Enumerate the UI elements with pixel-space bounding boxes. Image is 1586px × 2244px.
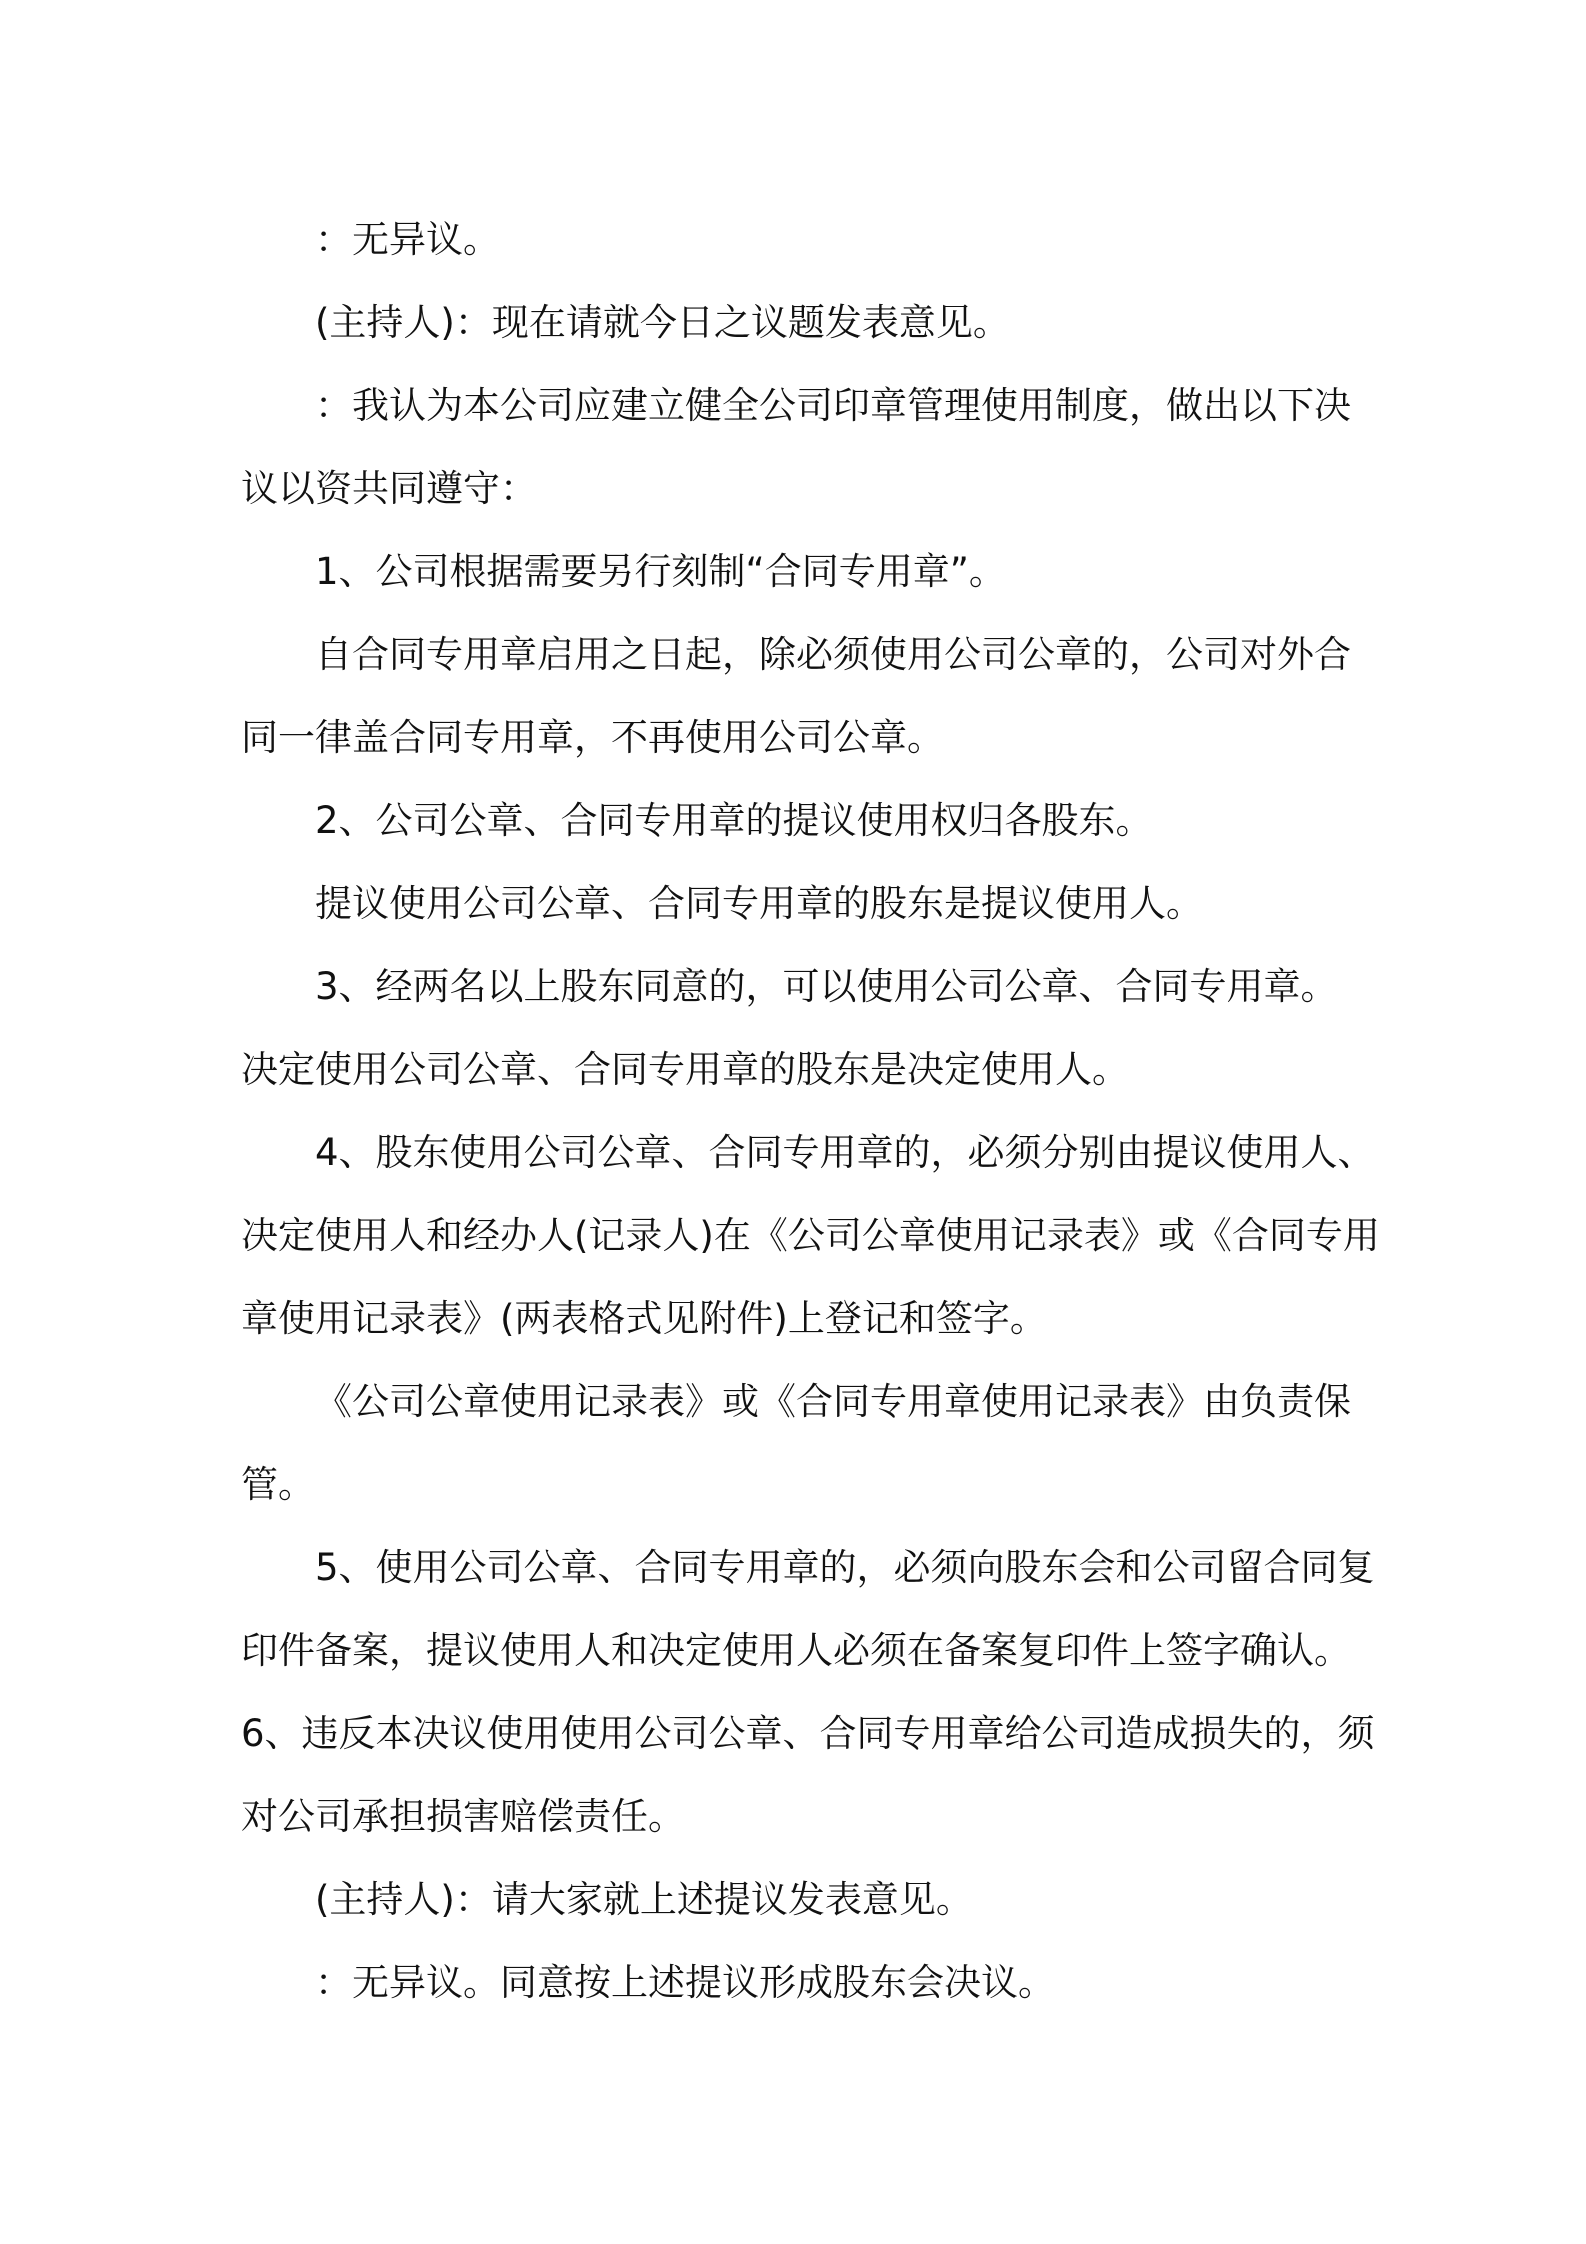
paragraph-1: ：无异议。 bbox=[315, 218, 500, 261]
paragraph-6: 2、公司公章、合同专用章的提议使用权归各股东。 bbox=[315, 799, 1153, 842]
paragraph-3: ：我认为本公司应建立健全公司印章管理使用制度，做出以下决议以资共同遵守： bbox=[241, 384, 1351, 510]
paragraph-12: 5、使用公司公章、合同专用章的，必须向股东会和公司留合同复印件备案，提议使用人和决定使用人必须在备案复印件上签字确认。 bbox=[241, 1546, 1375, 1672]
paragraph-5: 自合同专用章启用之日起，除必须使用公司公章的，公司对外合同一律盖合同专用章，不再使用公司公章。 bbox=[241, 633, 1351, 759]
paragraph-11: 《公司公章使用记录表》或《合同专用章使用记录表》由负责保管。 bbox=[241, 1380, 1351, 1506]
paragraph-13: 6、违反本决议使用使用公司公章、合同专用章给公司造成损失的，须对公司承担损害赔偿责任。 bbox=[241, 1712, 1375, 1838]
paragraph-14: (主持人)：请大家就上述提议发表意见。 bbox=[315, 1878, 973, 1921]
paragraph-15: ：无异议。同意按上述提议形成股东会决议。 bbox=[315, 1961, 1055, 2004]
paragraph-10: 4、股东使用公司公章、合同专用章的，必须分别由提议使用人、决定使用人和经办人(记录人)在《公司公章使用记录表》或《合同专用章使用记录表》(两表格式见附件)上登记和签字。 bbox=[241, 1131, 1380, 1340]
document-body bbox=[241, 198, 1381, 2024]
paragraph-4: 1、公司根据需要另行刻制“合同专用章”。 bbox=[315, 550, 1006, 593]
paragraph-7: 提议使用公司公章、合同专用章的股东是提议使用人。 bbox=[315, 882, 1203, 925]
paragraph-2: (主持人)：现在请就今日之议题发表意见。 bbox=[315, 301, 1010, 344]
paragraph-8: 3、经两名以上股东同意的，可以使用公司公章、合同专用章。 bbox=[315, 965, 1338, 1008]
paragraph-9: 决定使用公司公章、合同专用章的股东是决定使用人。 bbox=[241, 1048, 1129, 1091]
